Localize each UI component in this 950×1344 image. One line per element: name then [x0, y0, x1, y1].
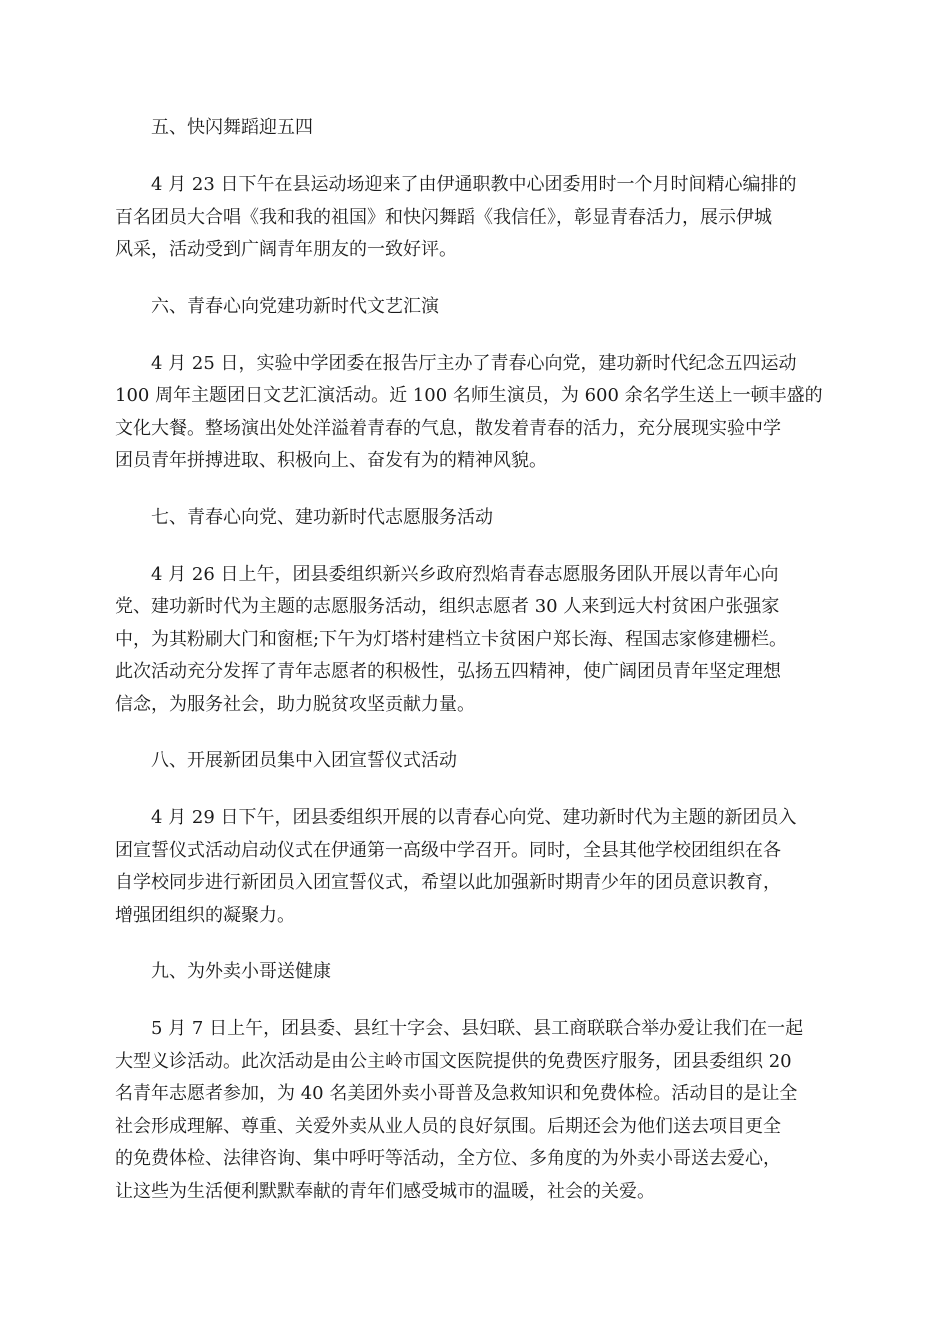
- section-heading: 七、青春心向党、建功新时代志愿服务活动: [151, 506, 493, 528]
- section-paragraph: [115, 169, 840, 267]
- paragraph-line: 5 月 7 日上午，团县委、县红十字会、县妇联、县工商联联合举办爱让我们在一起: [151, 1018, 804, 1039]
- paragraph-line: 信念，为服务社会，助力脱贫攻坚贡献力量。: [115, 693, 475, 715]
- paragraph-line: 100 周年主题团日文艺汇演活动。近 100 名师生演员，为 600 余名学生送上一顿丰盛的: [115, 385, 823, 406]
- section-paragraph: [115, 1013, 840, 1208]
- paragraph-line: 团员青年拼搏进取、积极向上、奋发有为的精神风貌。: [115, 450, 547, 471]
- section-heading: 五、快闪舞蹈迎五四: [151, 117, 313, 138]
- paragraph-line: 4 月 26 日上午，团县委组织新兴乡政府烈焰青春志愿服务团队开展以青年心向: [151, 563, 779, 585]
- paragraph-line: 中，为其粉刷大门和窗框;下午为灯塔村建档立卡贫困户郑长海、程国志家修建栅栏。: [115, 628, 788, 650]
- paragraph-line: 的免费体检、法律咨询、集中呼吁等活动，全方位、多角度的为外卖小哥送去爱心，: [115, 1148, 781, 1169]
- paragraph-line: 4 月 23 日下午在县运动场迎来了由伊通职教中心团委用时一个月时间精心编排的: [151, 174, 797, 195]
- paragraph-line: 社会形成理解、尊重、关爱外卖从业人员的良好氛围。后期还会为他们送去项目更全: [115, 1115, 781, 1137]
- paragraph-line: 百名团员大合唱《我和我的祖国》和快闪舞蹈《我信任》，彰显青春活力，展示伊城: [115, 206, 772, 228]
- section-paragraph: [115, 802, 840, 932]
- paragraph-line: 增强团组织的凝聚力。: [115, 904, 295, 926]
- section-heading: 六、青春心向党建功新时代文艺汇演: [151, 295, 439, 317]
- paragraph-line: 团宣誓仪式活动启动仪式在伊通第一高级中学召开。同时，全县其他学校团组织在各: [115, 839, 781, 861]
- paragraph-line: 文化大餐。整场演出处处洋溢着青春的气息，散发着青春的活力，充分展现实验中学: [115, 417, 781, 439]
- paragraph-line: 大型义诊活动。此次活动是由公主岭市国文医院提供的免费医疗服务，团县委组织 20: [115, 1050, 792, 1072]
- paragraph-line: 风采，活动受到广阔青年朋友的一致好评。: [115, 239, 457, 260]
- paragraph-line: 名青年志愿者参加，为 40 名美团外卖小哥普及急救知识和免费体检。活动目的是让全: [115, 1083, 798, 1104]
- document-body: [115, 112, 840, 1232]
- section-paragraph: [115, 559, 840, 722]
- paragraph-line: 此次活动充分发挥了青年志愿者的积极性，弘扬五四精神，使广阔团员青年坚定理想: [115, 661, 781, 682]
- paragraph-line: 自学校同步进行新团员入团宣誓仪式，希望以此加强新时期青少年的团员意识教育，: [115, 872, 781, 893]
- paragraph-line: 4 月 29 日下午，团县委组织开展的以青春心向党、建功新时代为主题的新团员入: [151, 807, 797, 828]
- paragraph-line: 4 月 25 日，实验中学团委在报告厅主办了青春心向党，建功新时代纪念五四运动: [151, 352, 797, 374]
- paragraph-line: 让这些为生活便利默默奉献的青年们感受城市的温暖，社会的关爱。: [115, 1180, 655, 1202]
- paragraph-line: 党、建功新时代为主题的志愿服务活动，组织志愿者 30 人来到远大村贫困户张强家: [115, 596, 780, 617]
- section-heading: 八、开展新团员集中入团宣誓仪式活动: [151, 750, 457, 771]
- section-heading: 九、为外卖小哥送健康: [151, 961, 331, 982]
- section-paragraph: [115, 348, 840, 478]
